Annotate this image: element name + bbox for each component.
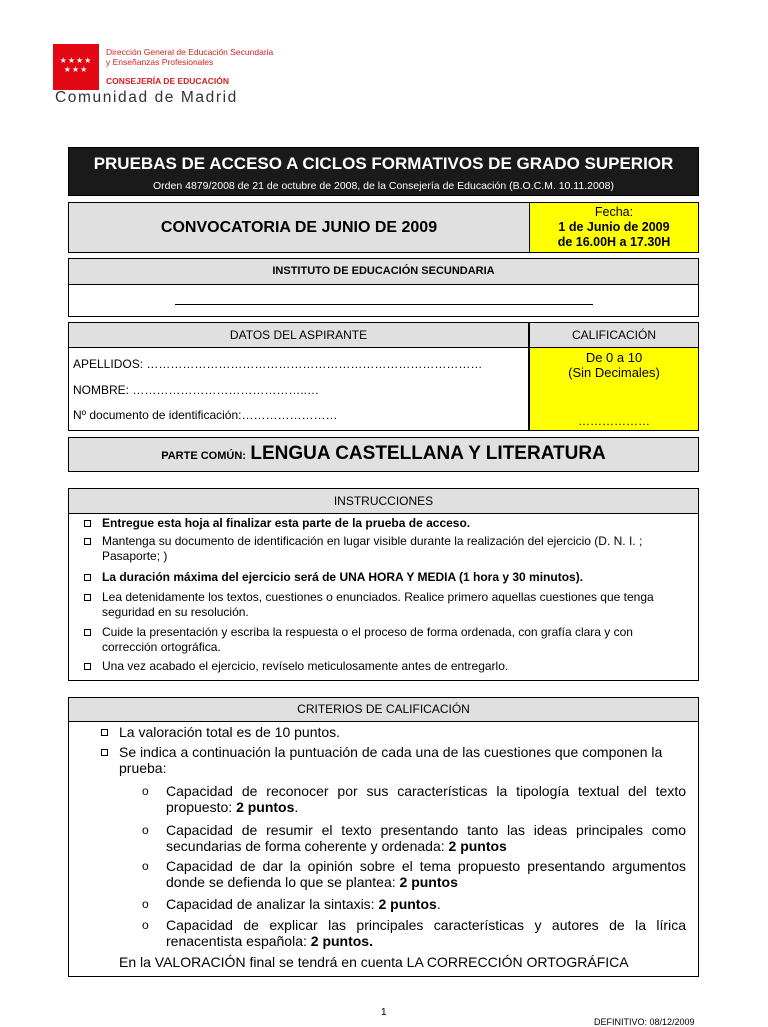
circle-bullet-icon: o <box>142 918 149 932</box>
fecha-cell <box>530 203 698 252</box>
instrucciones-header: INSTRUCCIONES <box>69 489 698 514</box>
aspirante-header: DATOS DEL ASPIRANTE <box>69 323 530 348</box>
instruccion-item: Mantenga su documento de identificación en lugar visible durante la realización del ejercicio (D. N. I. ; Pasaporte; ) <box>102 534 672 564</box>
circle-bullet-icon: o <box>142 859 149 873</box>
checkbox-bullet-icon <box>84 520 91 527</box>
checkbox-bullet-icon <box>84 574 91 581</box>
instituto-name-line[interactable] <box>175 304 593 305</box>
footer-code: DEFINITIVO: 08/12/2009 <box>594 1017 695 1027</box>
criterio-final-note: En la VALORACIÓN final se tendrá en cuenta LA CORRECCIÓN ORTOGRÁFICA <box>119 954 629 970</box>
parte-subject: LENGUA CASTELLANA Y LITERATURA <box>250 443 606 464</box>
calificacion-cell <box>530 348 698 430</box>
checkbox-bullet-icon <box>84 663 91 670</box>
circle-bullet-icon: o <box>142 897 149 911</box>
instruccion-item: Entregue esta hoja al finalizar esta parte de la prueba de acceso. <box>102 516 672 531</box>
circle-bullet-icon: o <box>142 823 149 837</box>
checkbox-bullet-icon <box>84 538 91 545</box>
parte-prefix: PARTE COMÚN: <box>161 450 246 462</box>
fecha-time: de 16.00H a 17.30H <box>557 235 671 249</box>
org-line-2: y Enseñanzas Profesionales <box>106 57 214 67</box>
criterio-sub-item: o Capacidad de dar la opinión sobre el tema propuesto presentando argumentos donde se defienda lo que se plantea: 2 puntos <box>142 858 686 890</box>
aspirante-box <box>68 322 699 431</box>
page-number: 1 <box>381 1007 387 1018</box>
checkbox-bullet-icon <box>84 594 91 601</box>
criterios-header: CRITERIOS DE CALIFICACIÓN <box>69 698 698 722</box>
instruccion-item: La duración máxima del ejercicio será de UNA HORA Y MEDIA (1 hora y 30 minutos). <box>102 570 672 585</box>
instituto-header: INSTITUTO DE EDUCACIÓN SECUNDARIA <box>69 259 698 285</box>
exam-order: Orden 4879/2008 de 21 de octubre de 2008, de la Consejería de Educación (B.O.C.M. 10.11.2008) <box>153 180 614 192</box>
calificacion-header: CALIFICACIÓN <box>530 323 698 348</box>
circle-bullet-icon: o <box>142 784 149 798</box>
calificacion-range: De 0 a 10 <box>585 350 643 365</box>
apellidos-field[interactable]: APELLIDOS: ………………………………………………………………………… <box>73 357 483 371</box>
convocatoria-label: CONVOCATORIA DE JUNIO DE 2009 <box>69 203 530 252</box>
instrucciones-box <box>68 488 699 681</box>
consejeria-label: CONSEJERÍA DE EDUCACIÓN <box>106 76 229 86</box>
logo-stars-top: ★★★★ <box>59 56 93 65</box>
logo-stars-bottom: ★★★ <box>63 65 89 74</box>
instituto-box <box>68 258 699 317</box>
checkbox-bullet-icon <box>84 629 91 636</box>
fecha-label: Fecha: <box>594 205 634 219</box>
calificacion-note: (Sin Decimales) <box>568 365 660 380</box>
criterio-sub-item: o Capacidad de explicar las principales características y autores de la lírica renacentista española: 2 puntos. <box>142 917 686 949</box>
criterio-item: La valoración total es de 10 puntos. <box>119 724 689 740</box>
instruccion-item: Una vez acabado el ejercicio, revíselo meticulosamente antes de entregarlo. <box>102 659 672 674</box>
parte-comun-box <box>68 437 699 472</box>
convocatoria-box <box>68 202 699 253</box>
instruccion-item: Cuide la presentación y escriba la respuesta o el proceso de forma ordenada, con grafía clara y con corrección ortográfica. <box>102 625 672 655</box>
comunidad-madrid-flag-logo <box>53 44 99 90</box>
nombre-field[interactable]: NOMBRE: ……………………………………..… <box>73 383 320 397</box>
instruccion-item: Lea detenidamente los textos, cuestiones o enunciados. Realice primero aquellas cuestiones que tenga seguridad en su resolución. <box>102 590 672 620</box>
checkbox-bullet-icon <box>101 749 108 756</box>
fecha-date: 1 de Junio de 2009 <box>558 220 670 234</box>
documento-field[interactable]: Nº documento de identificación:…………………… <box>73 408 338 422</box>
criterio-sub-item: o Capacidad de analizar la sintaxis: 2 puntos. <box>142 896 441 912</box>
exam-title-box <box>68 147 699 196</box>
criterio-sub-item: o Capacidad de reconocer por sus características la tipología textual del texto propuesto: 2 puntos. <box>142 783 686 815</box>
comunidad-label: Comunidad de Madrid <box>55 89 238 106</box>
org-line-1: Dirección General de Educación Secundaria <box>106 47 274 57</box>
criterios-box <box>68 697 699 977</box>
criterio-item: Se indica a continuación la puntuación de cada una de las cuestiones que componen la prueba: <box>119 744 689 776</box>
calificacion-blank[interactable]: ……………… <box>578 414 650 428</box>
criterio-sub-item: o Capacidad de resumir el texto presentando tanto las ideas principales como secundarias de forma coherente y ordenada: 2 puntos <box>142 822 686 854</box>
checkbox-bullet-icon <box>101 729 108 736</box>
exam-title: PRUEBAS DE ACCESO A CICLOS FORMATIVOS DE GRADO SUPERIOR <box>93 154 674 173</box>
